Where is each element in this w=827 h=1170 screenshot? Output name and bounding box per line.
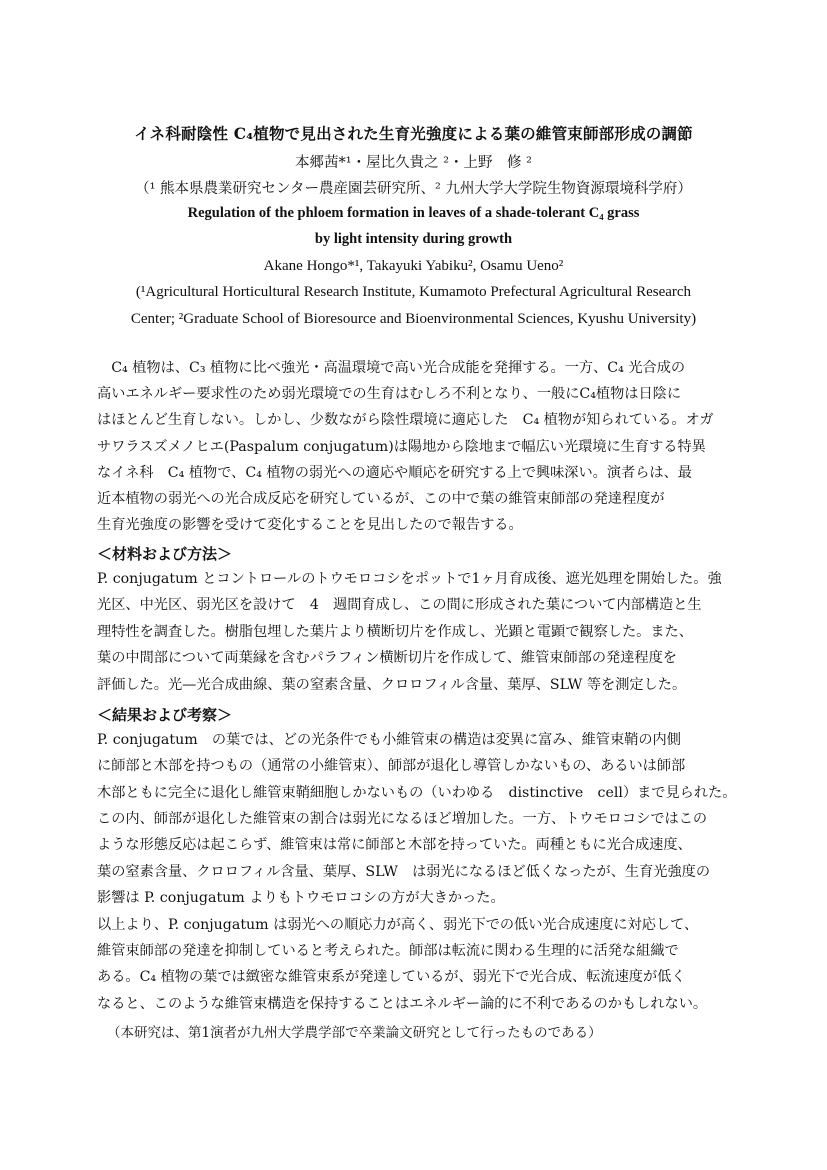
intro-line: はほとんど生育しない。しかし、少数ながら陰性環境に適応した C₄ 植物が知られている。オガ (97, 412, 714, 428)
intro-line: C₄ 植物は、C₃ 植物に比べ強光・高温環境で高い光合成能を発揮する。一方、C₄ 光合成の (97, 360, 686, 376)
methods-line: 理特性を調査した。樹脂包埋した葉片より横断切片を作成し、光顕と電顕で観察した。また、 (97, 624, 693, 640)
results-line: に師部と木部を持つもの（通常の小維管束）、師部が退化し導管しかないもの、あるいは師部 (97, 758, 686, 774)
results-line: P. conjugatum の葉では、どの光条件でも小維管束の構造は変異に富み、維管束鞘の内側 (97, 732, 681, 748)
methods-heading: ＜材料および方法＞ (97, 545, 233, 563)
authors-ja: 本郷茜*¹・屋比久貴之 ²・上野 修 ² (295, 155, 532, 171)
results-line: ような形態反応は起こらず、維管束は常に師部と木部を持っていた。両種ともに光合成速度、 (97, 837, 692, 853)
authors-en: Akane Hongo*¹, Takayuki Yabiku², Osamu Ueno² (263, 258, 564, 274)
methods-line: 葉の中間部について両葉縁を含むパラフィン横断切片を作成して、維管束師部の発達程度を (97, 650, 677, 666)
intro-line: 高いエネルギー要求性のため弱光環境での生育はむしろ不利となり、一般にC₄植物は日陰に (97, 386, 682, 402)
intro-line: 生育光強度の影響を受けて変化することを見出したので報告する。 (97, 517, 523, 533)
results-line: なると、このような維管束構造を保持することはエネルギー論的に不利であるのかもしれない。 (97, 996, 708, 1012)
results-line: この内、師部が退化した維管束の割合は弱光になるほど増加した。一方、トウモロコシではこの (97, 811, 708, 827)
results-line: 影響は P. conjugatum よりもトウモロコシの方が大きかった。 (97, 890, 505, 906)
intro-line: サワラスズメノヒエ(Paspalum conjugatum)は陽地から陰地まで幅広い光環境に生育する特異 (97, 439, 706, 455)
results-heading: ＜結果および考察＞ (97, 706, 233, 724)
acknowledgement-note: （本研究は、第1演者が九州大学農学部で卒業論文研究として行ったものである） (107, 1025, 602, 1041)
results-line: 維管束師部の発達を抑制していると考えられた。師部は転流に関わる生理的に活発な組織で (97, 943, 679, 959)
methods-line: P. conjugatum とコントロールのトウモロコシをポットで1ヶ月育成後、遮光処理を開始した。強 (97, 571, 722, 587)
results-line: 葉の窒素含量、クロロフィル含量、葉厚、SLW は弱光になるほど低くなったが、生育光強度の (97, 864, 711, 880)
affiliations-ja: （¹ 熊本県農業研究センター農産園芸研究所、² 九州大学大学院生物資源環境科学府） (135, 181, 692, 197)
results-line: 以上より、P. conjugatum は弱光への順応力が高く、弱光下での低い光合成速度に対応して、 (97, 917, 699, 933)
affiliations-en-line1: (¹Agricultural Horticultural Research Institute, Kumamoto Prefectural Agricultural Research (135, 284, 692, 300)
results-line: 木部ともに完全に退化し維管束鞘細胞しかないもの（いわゆる distinctive cell）まで見られた。 (97, 785, 737, 801)
title-ja: イネ科耐陰性 C₄植物で見出された生育光強度による葉の維管束師部形成の調節 (134, 124, 693, 143)
results-line: ある。C₄ 植物の葉では緻密な維管束系が発達しているが、弱光下で光合成、転流速度が低く (97, 969, 686, 985)
intro-line: 近本植物の弱光への光合成反応を研究しているが、この中で葉の維管束師部の発達程度が (97, 491, 665, 507)
title-en-line2: by light intensity during growth (314, 231, 513, 247)
affiliations-en-line2: Center; ²Graduate School of Bioresource and Bioenvironmental Sciences, Kyushu University) (130, 311, 697, 327)
title-en-line1: Regulation of the phloem formation in leaves of a shade-tolerant C₄ grass (187, 205, 640, 221)
methods-line: 評価した。光—光合成曲線、葉の窒素含量、クロロフィル含量、葉厚、SLW 等を測定した。 (97, 677, 687, 693)
methods-line: 光区、中光区、弱光区を設けて 4 週間育成し、この間に形成された葉について内部構造と生 (97, 597, 702, 613)
intro-line: なイネ科 C₄ 植物で、C₄ 植物の弱光への適応や順応を研究する上で興味深い。演者らは、最 (97, 465, 692, 481)
